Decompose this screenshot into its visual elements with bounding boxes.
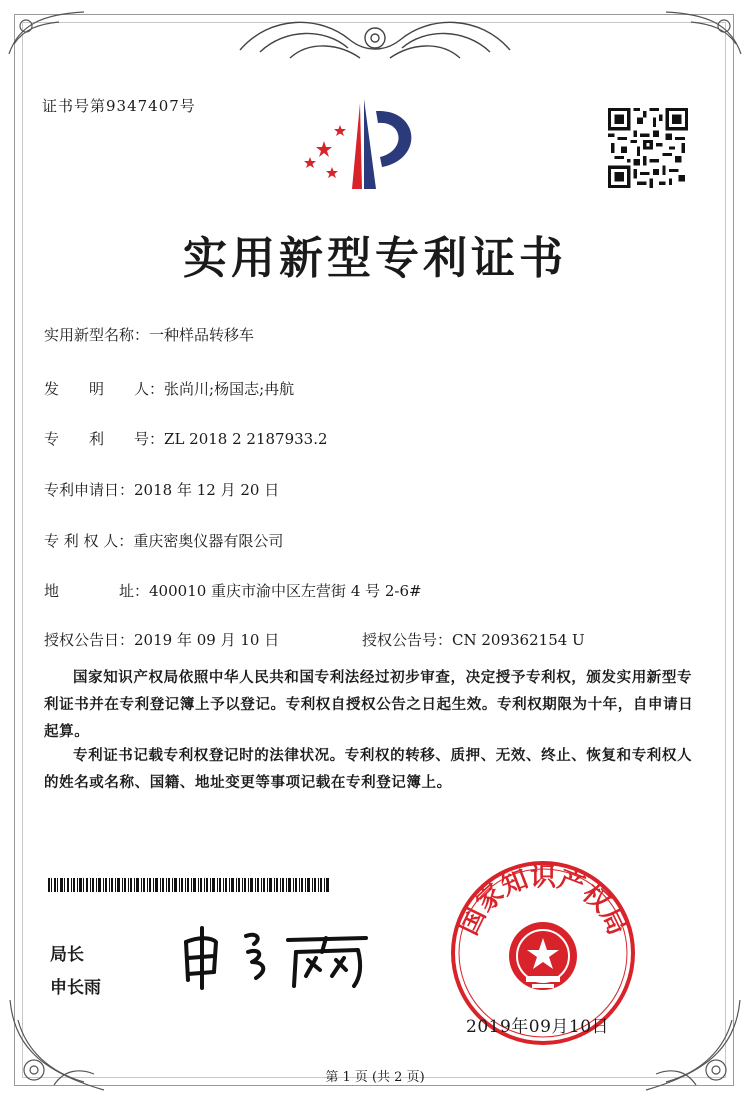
statement-paragraph-1: 国家知识产权局依照中华人民共和国专利法经过初步审查，决定授予专利权，颁发实用新型专利证书并在专利登记簿上予以登记。专利权自授权公告之日起生效。专利权期限为十年，自申请日起算。	[44, 669, 694, 740]
seal-date: 2019年09月10日	[466, 1017, 610, 1037]
field-label: 地 址：	[44, 582, 150, 600]
patent-number-row	[44, 428, 328, 449]
field-value: 2018 年 12 月 20 日	[134, 481, 280, 499]
filing-date-row	[44, 479, 279, 500]
field-value: 400010 重庆市渝中区左营街 4 号 2-6#	[149, 582, 422, 600]
field-value: 2019 年 09 月 10 日	[134, 631, 280, 649]
field-label: 发 明 人：	[44, 380, 165, 398]
patentee-row	[44, 530, 283, 551]
barcode-icon	[48, 878, 330, 892]
corner-ornament-top-right	[656, 4, 746, 64]
inventor-row	[44, 378, 294, 399]
field-label: 专 利 号：	[44, 430, 165, 448]
field-value: 重庆密奥仪器有限公司	[133, 532, 284, 550]
field-value: ZL 2018 2 2187933.2	[164, 430, 328, 448]
field-label: 专 利 权 人：	[44, 532, 134, 550]
field-value: CN 209362154 U	[452, 631, 585, 649]
qr-code-icon	[608, 108, 688, 188]
grant-number-row	[362, 629, 585, 650]
field-label: 授权公告号：	[362, 631, 453, 649]
certificate-title: 实用新型专利证书	[183, 233, 567, 284]
corner-ornament-top-left	[4, 4, 94, 64]
grant-date-row	[44, 629, 279, 650]
statement-paragraph-2: 专利证书记载专利权登记时的法律状况。专利权的转移、质押、无效、终止、恢复和专利权人的姓名或名称、国籍、地址变更等事项记载在专利登记簿上。	[44, 747, 693, 791]
director-name: 申长雨	[50, 978, 101, 998]
utility-model-name-row	[44, 324, 254, 345]
field-value: 一种样品转移车	[149, 326, 255, 344]
svg-text:国家知识产权局: 国家知识产权局	[453, 862, 633, 940]
certificate-number: 证书号第9347407号	[42, 97, 196, 115]
field-label: 实用新型名称：	[44, 326, 150, 344]
page-number: 第 1 页 (共 2 页)	[325, 1070, 425, 1085]
address-row	[44, 580, 422, 601]
field-label: 专利申请日：	[44, 481, 135, 499]
field-label: 授权公告日：	[44, 631, 135, 649]
director-signature	[176, 922, 376, 992]
cnipa-logo-icon	[302, 97, 430, 193]
field-value: 张尚川;杨国志;冉航	[164, 380, 295, 398]
top-ornament	[230, 10, 520, 70]
director-title: 局长	[50, 945, 84, 965]
